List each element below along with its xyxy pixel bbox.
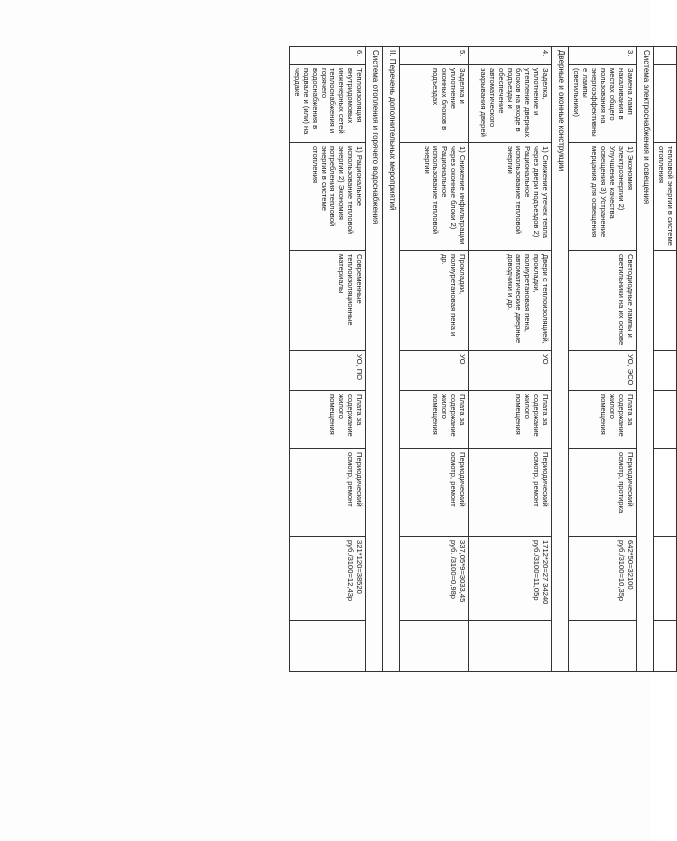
measure-effect: 1) Экономия электроэнергии 2) Улучшение качества освещения 3) Устранение мерцания для освещения (569, 143, 637, 251)
rotated-table-container (172, 46, 677, 671)
measure-executor: УО (400, 351, 469, 391)
measure-executor: УО, ПО (289, 351, 366, 391)
measure-name: Теплоизоляция внутридомовых инженерных сетей теплоснабжения и горячего водоснабжения в подвале и (или) на чердаке (289, 65, 366, 143)
measure-cost: 1712*20=27 34240 руб./3100=11,05р (469, 537, 552, 621)
measure-equipment: Современные теплоизоляционные материалы (289, 251, 366, 351)
measure-cost: 642*50=32100 руб./3100=10,35р (569, 537, 637, 621)
measure-cost: 321*120=38520 руб./3100=12,43р (289, 537, 366, 621)
section-heading-electric: Система электроснабжения и освещения (637, 47, 654, 672)
measure-name: Заделка, уплотнение и утепление дверных блоков на входе в подъезды и обеспечение автоматического закрывания дверей (469, 65, 552, 143)
section-row-list2 (383, 47, 400, 672)
section-heading-doors: Дверные и оконные конструкции (552, 47, 569, 672)
measure-period: Периодический осмотр, ремонт (289, 449, 366, 537)
measure-executor: УО (469, 351, 552, 391)
measure-period: Периодический осмотр, протирка (569, 449, 637, 537)
measure-equipment: Светодиодные лампы и светильники на их основе (569, 251, 637, 351)
measure-source: Плата за содержание жилого помещения (400, 391, 469, 449)
table-row (569, 47, 637, 672)
table-row (469, 47, 552, 672)
measure-period: Периодический осмотр, ремонт (469, 449, 552, 537)
measure-equipment: Двери с теплоизоляцией, прокладки, полиуретановая пена, автоматические дверные доводчики и др. (469, 251, 552, 351)
table-row (289, 47, 366, 672)
section-row-doors (552, 47, 569, 672)
row-number: 4. (469, 47, 552, 65)
measure-equipment: Прокладки, полиуретановая пена и др. (400, 251, 469, 351)
row-number: 3. (569, 47, 637, 65)
measure-source: Плата за содержание жилого помещения (469, 391, 552, 449)
measure-period: Периодический осмотр, ремонт (400, 449, 469, 537)
table-row (400, 47, 469, 672)
table-row-continuation (654, 47, 677, 672)
continued-effect-cell: тепловой энергии в системе отопления (654, 143, 677, 251)
measure-effect: 1) Снижение инфильтрации через оконные блоки 2) Рациональное использование тепловой энергии (400, 143, 469, 251)
measure-effect: 1) Снижение утечек тепла через двери подъездов 2) Рациональное использование тепловой энергии (469, 143, 552, 251)
measure-executor: УО, ЭСО (569, 351, 637, 391)
row-number: 5. (400, 47, 469, 65)
measure-name: Заделка и уплотнение оконных блоков в подъездах (400, 65, 469, 143)
section-row-electric (637, 47, 654, 672)
measure-source: Плата за содержание жилого помещения (569, 391, 637, 449)
section-heading-heating: Система отопления и горячего водоснабжения (366, 47, 383, 672)
section-heading-list2: II. Перечень дополнительных мероприятий (383, 47, 400, 672)
measure-cost: 337,05*9=3033,45 руб. /3100=0,98р (400, 537, 469, 621)
measure-effect: 1) Рациональное использование тепловой энергии 2) Экономия потребления тепловой энергии в системе отопления (289, 143, 366, 251)
measures-table (289, 46, 677, 672)
row-number: 6. (289, 47, 366, 65)
section-row-heating (366, 47, 383, 672)
measure-name: Замена ламп накаливания в местах общего пользования на энергоэффективные лампы (светильники) (569, 65, 637, 143)
measure-source: Плата за содержание жилого помещения (289, 391, 366, 449)
